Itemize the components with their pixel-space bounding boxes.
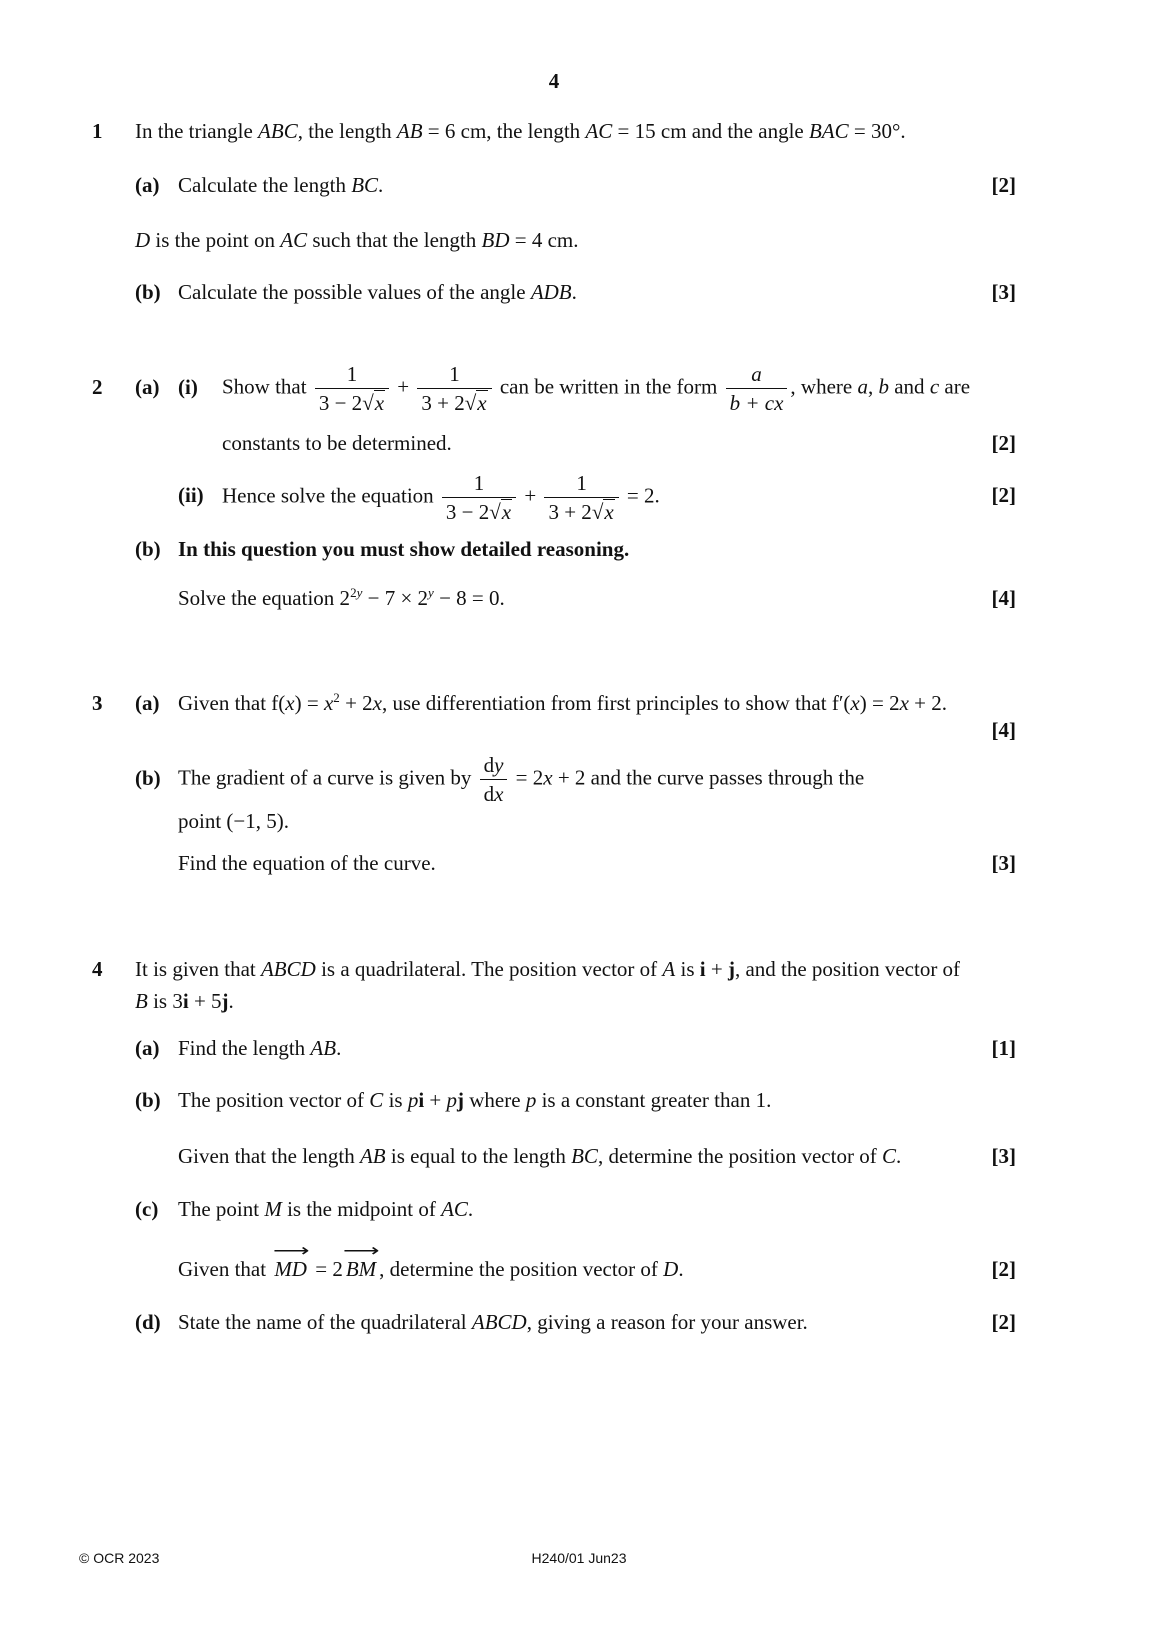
q4-intro-cont-row (92, 988, 1016, 1015)
q2-part-b-text: In this question you must show detailed reasoning. (178, 537, 630, 562)
q2-part-aii-marks: [2] (991, 483, 1016, 508)
q3-part-a-marks-row (92, 717, 1016, 744)
q2-part-aii-text: Hence solve the equation $\frac{1}{3 - 2√x}$ + $\frac{1}{3 + 2√x}$ = 2. (222, 470, 660, 524)
q2-part-a-label: (a) (135, 374, 160, 399)
q4-part-b-task-row (92, 1143, 1016, 1170)
q4-part-c-text: The point M is the midpoint of AC. (178, 1196, 474, 1221)
q3-part-b-marks: [3] (991, 850, 1016, 875)
q4-part-a-label: (a) (135, 1035, 160, 1060)
q2-number: 2 (92, 374, 103, 399)
q1-d-statement-text: D is the point on AC such that the length BD = 4 cm. (135, 227, 579, 252)
q2-part-b-equation-row (92, 585, 1016, 612)
q1-part-a-label: (a) (135, 173, 160, 198)
q4-part-b-label: (b) (135, 1088, 161, 1112)
q2-part-ai-cont-row (92, 430, 1016, 457)
q2-part-ai-text: Show that $\frac{1}{3 - 2√x}$ + $\frac{1}{3 + 2√x}$ can be written in the form $\frac{a}{b + cx}$ , where a, b and c are (222, 362, 971, 416)
q4-part-b-text: The position vector of C is pi + pj where p is a constant greater than 1. (178, 1088, 772, 1112)
q3-number: 3 (92, 690, 103, 715)
q4-number: 4 (92, 957, 103, 982)
q4-intro-text: It is given that ABCD is a quadrilateral. The position vector of A is i + j, and the position vector of (135, 957, 961, 982)
q4-part-a-row (92, 1035, 1016, 1062)
q1-intro-row (92, 118, 1016, 145)
q2-part-b-equation-text: Solve the equation $2^{2y} - 7 \times 2^y - 8 = 0$. (178, 585, 505, 611)
q4-part-d-row (92, 1309, 1016, 1336)
q4-part-a-marks: [1] (991, 1035, 1016, 1060)
q2-part-ai-row (92, 361, 1016, 416)
q1-part-a-row (92, 172, 1016, 199)
q2-part-ai-label: (i) (178, 374, 198, 399)
q1-part-b-row (92, 279, 1016, 306)
q4-part-a-text: Find the length AB. (178, 1035, 342, 1060)
q2-part-b-label: (b) (135, 537, 161, 562)
q4-part-c-task-row (92, 1240, 1016, 1283)
q2-part-aii-row (92, 470, 1016, 525)
q2-part-ai-cont-text: constants to be determined. (222, 431, 452, 456)
q4-part-d-label: (d) (135, 1310, 161, 1335)
q1-part-b-text: Calculate the possible values of the angle ADB. (178, 279, 577, 304)
q1-part-a-text: Calculate the length BC. (178, 173, 384, 198)
q3-part-a-label: (a) (135, 690, 160, 715)
q3-part-a-row (92, 690, 1016, 717)
q1-part-b-label: (b) (135, 279, 161, 304)
q3-part-b-label: (b) (135, 765, 161, 790)
q4-part-b-row (92, 1087, 1016, 1114)
q3-part-b-cont-row (92, 808, 1016, 835)
q3-part-b-cont-text: point (−1, 5). (178, 808, 289, 833)
page-number: 4 (548, 69, 560, 93)
q4-part-c-label: (c) (135, 1196, 159, 1221)
q4-part-d-marks: [2] (991, 1310, 1016, 1335)
q4-part-c-marks: [2] (991, 1256, 1016, 1281)
q3-part-a-text: Given that $f(x) = x^2 + 2x$, use differentiation from first principles to show that f′(x) = 2x + 2. (178, 689, 948, 715)
q4-part-d-text: State the name of the quadrilateral ABCD, giving a reason for your answer. (178, 1310, 808, 1335)
q1-d-statement-row (92, 227, 1016, 254)
q4-part-b-task-text: Given that the length AB is equal to the length BC, determine the position vector of C. (178, 1144, 902, 1169)
q1-part-a-marks: [2] (991, 173, 1016, 198)
q1-part-b-marks: [3] (991, 279, 1016, 304)
q4-part-b-marks: [3] (991, 1144, 1016, 1169)
q4-part-c-task-text: Given that ⟶ MD = 2 ⟶ BM , determine the position vector of D. (178, 1240, 684, 1281)
q4-intro-row (92, 956, 1016, 983)
copyright-notice: © OCR 2023 (79, 1550, 160, 1566)
page-footer (0, 1550, 1158, 1570)
q4-part-c-row (92, 1196, 1016, 1223)
q3-part-b-text: The gradient of a curve is given by $\frac{dy}{dx}$ = 2x + 2 and the curve passes through the (178, 753, 865, 807)
q3-part-b-task-text: Find the equation of the curve. (178, 850, 436, 875)
q4-intro-cont-text: B is 3i + 5j. (135, 989, 234, 1014)
q1-intro-text: In the triangle ABC, the length AB = 6 cm, the length AC = 15 cm and the angle BAC = 30°. (135, 119, 906, 143)
q2-part-aii-label: (ii) (178, 483, 204, 508)
q1-number: 1 (92, 119, 103, 143)
q3-part-b-row (92, 752, 1016, 807)
q2-part-ai-marks: [2] (991, 431, 1016, 456)
paper-reference: H240/01 Jun23 (531, 1550, 627, 1566)
q3-part-b-task-row (92, 850, 1016, 877)
q3-part-a-marks: [4] (991, 717, 1016, 742)
q2-part-b-row (92, 536, 1016, 563)
q2-part-b-marks: [4] (991, 586, 1016, 611)
